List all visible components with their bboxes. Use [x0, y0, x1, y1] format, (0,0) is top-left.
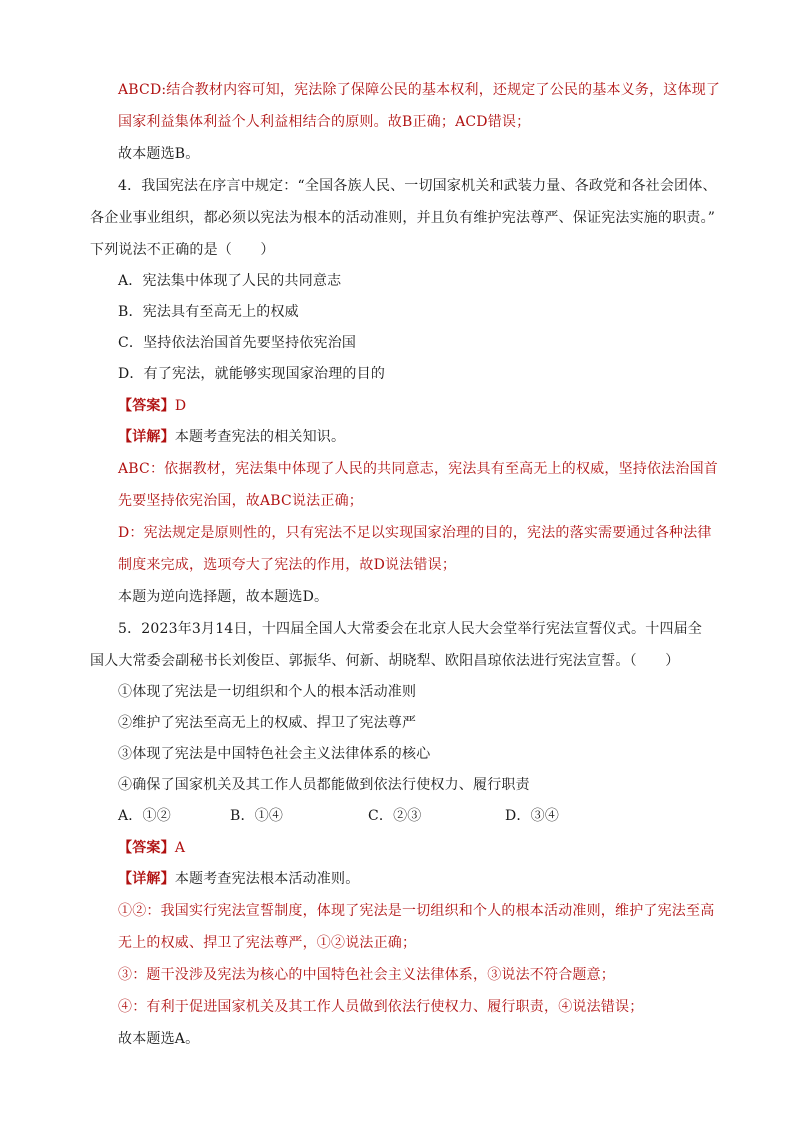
- q4-answer-value: D: [174, 398, 187, 414]
- q5-choice-c: C．②③: [368, 808, 422, 824]
- q3-explanation-line1: ABCD:结合教材内容可知，宪法除了保障公民的基本权利，还规定了公民的基本义务，这体现了: [118, 82, 721, 98]
- q4-answer-tag: 【答案】: [118, 398, 175, 414]
- q5-answer-tag: 【答案】: [118, 840, 175, 856]
- q4-d-line1: D：宪法规定是原则性的，只有宪法不足以实现国家治理的目的，宪法的落实需要通过各种法律: [118, 525, 712, 541]
- q4-stem-line2: 各企业事业组织，都必须以宪法为根本的活动准则，并且负有维护宪法尊严、保证宪法实施的职责。”: [90, 210, 716, 226]
- q4-option-a: A．宪法集中体现了人民的共同意志: [118, 273, 342, 289]
- q4-detail-line: [118, 427, 345, 447]
- q4-d-line2: 制度来完成，选项夸大了宪法的作用，故D说法错误；: [118, 557, 457, 573]
- q4-option-c: C．坚持依法治国首先要坚持依宪治国: [118, 335, 357, 351]
- q5-item-2: ②维护了宪法至高无上的权威、捍卫了宪法尊严: [118, 715, 417, 731]
- q4-abc-line1: ABC：依据教材，宪法集中体现了人民的共同意志，宪法具有至高无上的权威，坚持依法治国首: [118, 461, 718, 477]
- q4-answer-line: [118, 396, 186, 416]
- q5-detail-line: [118, 869, 359, 889]
- q5-detail-tag: 【详解】: [118, 871, 175, 887]
- q5-stem-line1: 5．2023年3月14日，十四届全国人大常委会在北京人民大会堂举行宪法宣誓仪式。十四届全: [118, 621, 703, 637]
- q5-conclusion: 故本题选A。: [118, 1031, 200, 1047]
- q5-item-3: ③体现了宪法是中国特色社会主义法律体系的核心: [118, 746, 431, 762]
- q5-answer-value: A: [174, 840, 186, 856]
- q5-e4: ④：有利于促进国家机关及其工作人员做到依法行使权力、履行职责，④说法错误；: [118, 999, 644, 1015]
- q3-explanation-line2: 国家利益集体利益个人利益相结合的原则。故B正确；ACD错误；: [118, 114, 531, 130]
- q4-stem-line3: 下列说法不正确的是（ ）: [90, 242, 275, 258]
- q5-stem-line2: 国人大常委会副秘书长刘俊臣、郭振华、何新、胡晓犁、欧阳昌琼依法进行宪法宣誓。（ ）: [90, 653, 680, 669]
- q5-item-4: ④确保了国家机关及其工作人员都能做到依法行使权力、履行职责: [118, 777, 530, 793]
- q5-choice-b: B．①④: [230, 808, 284, 824]
- q5-choice-a: A．①②: [118, 808, 171, 824]
- q4-abc-line2: 先要坚持依宪治国，故ABC说法正确；: [118, 493, 363, 509]
- q4-detail-text: 本题考查宪法的相关知识。: [174, 429, 346, 445]
- q5-item-1: ①体现了宪法是一切组织和个人的根本活动准则: [118, 684, 417, 700]
- q4-option-d: D．有了宪法，就能够实现国家治理的目的: [118, 366, 386, 382]
- q5-e3: ③：题干没涉及宪法为核心的中国特色社会主义法律体系，③说法不符合题意；: [118, 967, 615, 983]
- q4-detail-tag: 【详解】: [118, 429, 175, 445]
- q3-conclusion: 故本题选B。: [118, 146, 200, 162]
- q4-conclusion: 本题为逆向选择题，故本题选D。: [118, 589, 329, 605]
- q5-e12-line1: ①②：我国实行宪法宣誓制度，体现了宪法是一切组织和个人的根本活动准则，维护了宪法至高: [118, 903, 715, 919]
- q5-e12-line2: 无上的权威、捍卫了宪法尊严，①②说法正确；: [118, 935, 417, 951]
- q5-choice-d: D．③④: [505, 808, 560, 824]
- q4-stem-line1: 4．我国宪法在序言中规定：“全国各族人民、一切国家机关和武装力量、各政党和各社会团体、: [118, 178, 717, 194]
- q5-detail-text: 本题考查宪法根本活动准则。: [174, 871, 360, 887]
- q5-answer-line: [118, 838, 185, 858]
- q4-option-b: B．宪法具有至高无上的权威: [118, 304, 299, 320]
